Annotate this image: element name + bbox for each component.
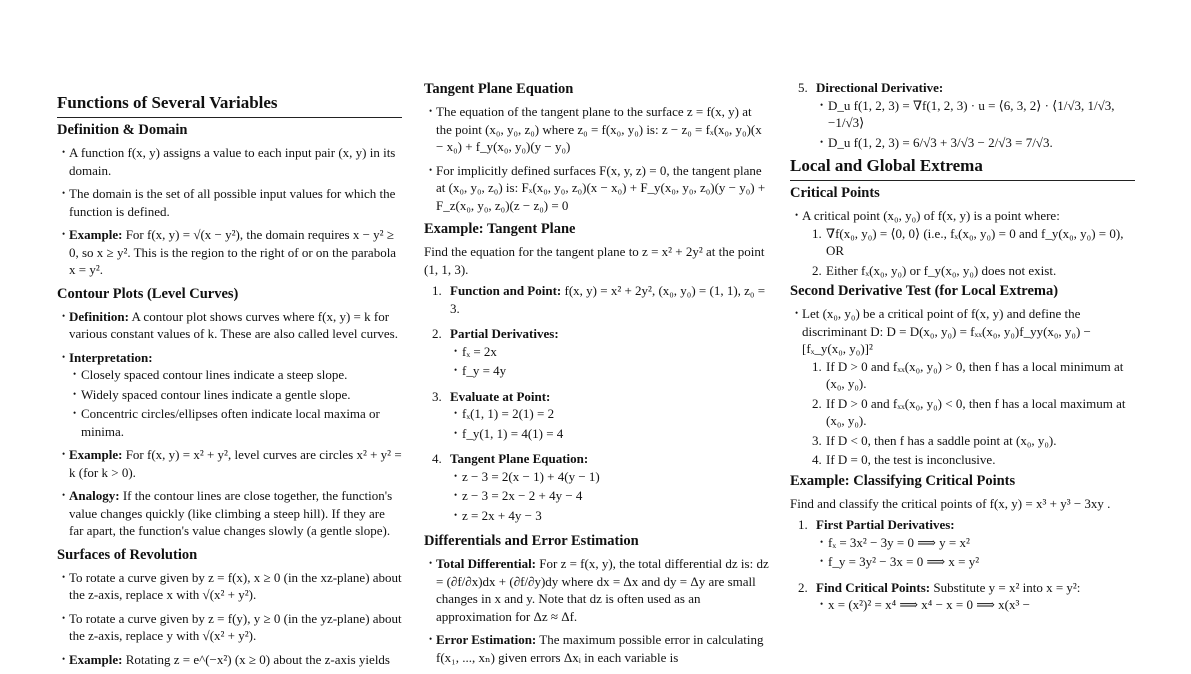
step-label: Tangent Plane Equation: [450, 451, 589, 466]
step-number: 1. [432, 283, 442, 298]
step-sublist [816, 534, 1135, 571]
column-1 [57, 92, 402, 674]
list-item: • To rotate a curve given by z = f(x), x ≥ 0 (in the xz-plane) about the z-axis, replace x with √(x² + y²). [57, 569, 402, 604]
step-number: 1. [798, 517, 808, 532]
list-item [57, 487, 402, 540]
critical-points-list [790, 207, 1135, 279]
step-sublist [450, 343, 769, 380]
item-text: A critical point (x₀, y₀) of f(x, y) is a point where: [802, 208, 1060, 223]
example-intro: Find and classify the critical points of f(x, y) = x³ + y³ − 3xy . [790, 495, 1111, 511]
sublist-item: • z = 2x + 4y − 3 [450, 507, 769, 525]
heading-differentials: Differentials and Error Estimation [424, 533, 639, 549]
step-item [790, 516, 1135, 571]
item-text: Rotating z = e^(−x²) (x ≥ 0) about the z-axis yields [125, 651, 390, 667]
item-label: Analogy: [69, 488, 120, 503]
item-label: Interpretation: [69, 349, 153, 365]
list-item: • For implicitly defined surfaces F(x, y, z) = 0, the tangent plane at (x₀, y₀, z₀) is: Fₓ(x₀, y₀, z₀)(x − x₀) + F_y(x₀, y₀, z₀)(y − y₀) + F_z(x₀, y₀, z₀)(z − z₀) = 0 [424, 162, 769, 215]
sublist-item: • Closely spaced contour lines indicate a steep slope. [69, 366, 402, 384]
test-cases [802, 358, 1135, 469]
case-item [802, 432, 1135, 450]
column-2 [424, 77, 769, 672]
tangent-plane-list [424, 103, 769, 214]
surfaces-list [57, 569, 402, 669]
step-label: Evaluate at Point: [450, 388, 551, 404]
column-3 [790, 79, 1135, 622]
item-text: If the contour lines are close together, the function's value changes quickly (like climbing a steep hill). If they are far apart, the function's value changes slowly (a gentle slope). [69, 488, 393, 538]
item-label: Error Estimation: [436, 632, 537, 647]
item-text: Let (x₀, y₀) be a critical point of f(x, y) and define the discriminant D: D = D(x₀, y₀) = fₓₓ(x₀, y₀)f_yy(x₀, y₀) − [fₓ_y(x₀, y₀)]² [802, 306, 1091, 356]
item-label: Example: [69, 447, 123, 462]
list-item [57, 226, 402, 279]
list-item [790, 207, 1135, 279]
sublist-item: • Concentric circles/ellipses often indicate local maxima or minima. [69, 405, 402, 440]
case-item [802, 358, 1135, 393]
heading-critical-points: Critical Points [790, 185, 880, 201]
step-item [424, 450, 769, 524]
step-item [790, 579, 1135, 614]
section-title-extrema: Local and Global Extrema [790, 155, 1135, 181]
classify-steps [790, 516, 1135, 614]
sublist-item: • f_y(1, 1) = 4(1) = 4 [450, 425, 769, 443]
list-item [57, 651, 402, 669]
step-item [790, 79, 1135, 151]
step-number: 3. [432, 388, 442, 404]
sublist-item: • Widely spaced contour lines indicate a gentle slope. [69, 386, 402, 404]
contour-list [57, 308, 402, 540]
differentials-list [424, 555, 769, 666]
sublist-item: • z − 3 = 2x − 2 + 4y − 4 [450, 487, 769, 505]
case-item [802, 395, 1135, 430]
heading-contour-plots: Contour Plots (Level Curves) [57, 285, 239, 302]
critical-conditions [802, 225, 1135, 280]
list-item [424, 555, 769, 625]
case-item [802, 451, 1135, 469]
condition-text: Either fₓ(x₀, y₀) or f_y(x₀, y₀) does not exist. [826, 262, 1057, 278]
step-label: Function and Point: [450, 283, 562, 298]
step-text: Substitute y = x² into x = y²: [933, 579, 1081, 595]
list-item [790, 305, 1135, 469]
case-text: If D > 0 and fₓₓ(x₀, y₀) < 0, then f has a local maximum at (x₀, y₀). [826, 395, 1126, 428]
item-label: Example: [69, 651, 123, 667]
sublist-item: • f_y = 3y² − 3x = 0 ⟹ x = y² [816, 553, 1135, 571]
item-text: For z = f(x, y), the total differential dz is: dz = (∂f/∂x)dx + (∂f/∂y)dy where dx = Δx and dy = Δy are small changes in x and y. Note that dz is often used as an approximation for Δz ≈ Δf. [436, 556, 769, 624]
example-intro: Find the equation for the tangent plane to z = x² + 2y² at the point (1, 1, 3). [424, 244, 765, 277]
case-text: If D = 0, the test is inconclusive. [826, 452, 996, 467]
heading-surfaces-revolution: Surfaces of Revolution [57, 546, 198, 563]
condition-number: 2. [812, 262, 822, 278]
sublist-item: • f_y = 4y [450, 362, 769, 380]
item-label: Example: [69, 227, 123, 242]
item-text: A contour plot shows curves where f(x, y) = k for various constant values of k. These are also called level curves. [69, 308, 398, 341]
step-item [424, 325, 769, 380]
condition-item [802, 262, 1135, 280]
heading-second-derivative-test: Second Derivative Test (for Local Extrema) [790, 283, 1059, 299]
heading-tangent-plane: Tangent Plane Equation [424, 81, 574, 97]
step-number: 2. [432, 326, 442, 341]
sublist-item: • fₓ(1, 1) = 2(1) = 2 [450, 405, 769, 423]
step-sublist [450, 405, 769, 442]
list-item [424, 631, 769, 666]
sublist-item: • D_u f(1, 2, 3) = ∇f(1, 2, 3) · u = ⟨6, 3, 2⟩ · ⟨1/√3, 1/√3, −1/√3⟩ [816, 97, 1135, 132]
step-label: Partial Derivatives: [450, 326, 559, 341]
item-text: For f(x, y) = √(x − y²), the domain requires x − y² ≥ 0, so x ≥ y². This is the region to the right of or on the parabola x = y². [69, 227, 397, 277]
list-item: • The domain is the set of all possible input values for which the function is defined. [57, 185, 402, 220]
step-label: First Partial Derivatives: [816, 517, 955, 532]
section-title-functions: Functions of Several Variables [57, 92, 402, 118]
list-item [57, 349, 402, 441]
step-sublist [816, 596, 1135, 614]
case-text: If D > 0 and fₓₓ(x₀, y₀) > 0, then f has a local minimum at (x₀, y₀). [826, 358, 1124, 391]
condition-number: 1. [812, 225, 822, 241]
sublist-item: • D_u f(1, 2, 3) = 6/√3 + 3/√3 − 2/√3 = 7/√3. [816, 134, 1135, 152]
case-text: If D < 0, then f has a saddle point at (x₀, y₀). [826, 432, 1057, 448]
item-text: For f(x, y) = x² + y², level curves are circles x² + y² = k (for k > 0). [69, 447, 402, 480]
directional-derivative-step [790, 79, 1135, 151]
list-item [57, 308, 402, 343]
case-number: 3. [812, 432, 822, 448]
step-sublist [450, 468, 769, 525]
list-item: • A function f(x, y) assigns a value to each input pair (x, y) in its domain. [57, 144, 402, 179]
sublist-item: • fₓ = 2x [450, 343, 769, 361]
sublist-item: • z − 3 = 2(x − 1) + 4(y − 1) [450, 468, 769, 486]
step-number: 2. [798, 579, 808, 595]
case-number: 2. [812, 395, 822, 411]
step-item [424, 282, 769, 317]
step-number: 4. [432, 451, 442, 466]
sublist-item: • fₓ = 3x² − 3y = 0 ⟹ y = x² [816, 534, 1135, 552]
definition-list [57, 144, 402, 279]
step-text: f(x, y) = x² + 2y², (x₀, y₀) = (1, 1), z₀ = 3. [450, 283, 766, 316]
list-item: • To rotate a curve given by z = f(y), y ≥ 0 (in the yz-plane) about the z-axis, replace y with √(x² + y²). [57, 610, 402, 645]
condition-text: ∇f(x₀, y₀) = ⟨0, 0⟩ (i.e., fₓ(x₀, y₀) = 0 and f_y(x₀, y₀) = 0), OR [826, 225, 1124, 258]
step-sublist [816, 97, 1135, 152]
step-label: Find Critical Points: [816, 579, 931, 595]
item-label: Total Differential: [436, 556, 537, 571]
tangent-steps [424, 282, 769, 524]
step-label: Directional Derivative: [816, 80, 944, 95]
heading-example-classifying: Example: Classifying Critical Points [790, 472, 1016, 489]
step-number: 5. [798, 80, 808, 95]
second-derivative-list [790, 305, 1135, 469]
item-text: The maximum possible error in calculating f(x₁, ..., xₙ) given errors Δxᵢ in each variable is [436, 632, 764, 665]
list-item [57, 446, 402, 481]
heading-example-tangent-plane: Example: Tangent Plane [424, 221, 576, 237]
condition-item [802, 225, 1135, 260]
sublist-item: • x = (x²)² = x⁴ ⟹ x⁴ − x = 0 ⟹ x(x³ − [816, 596, 1135, 614]
list-item: • The equation of the tangent plane to the surface z = f(x, y) at the point (x₀, y₀, z₀) where z₀ = f(x₀, y₀) is: z − z₀ = fₓ(x₀, y₀)(x − x₀) + f_y(x₀, y₀)(y − y₀) [424, 103, 769, 156]
interpretation-sublist [69, 366, 402, 440]
heading-definition-domain: Definition & Domain [57, 122, 188, 138]
case-number: 4. [812, 452, 822, 467]
case-number: 1. [812, 358, 822, 374]
step-item [424, 388, 769, 443]
item-label: Definition: [69, 308, 129, 324]
